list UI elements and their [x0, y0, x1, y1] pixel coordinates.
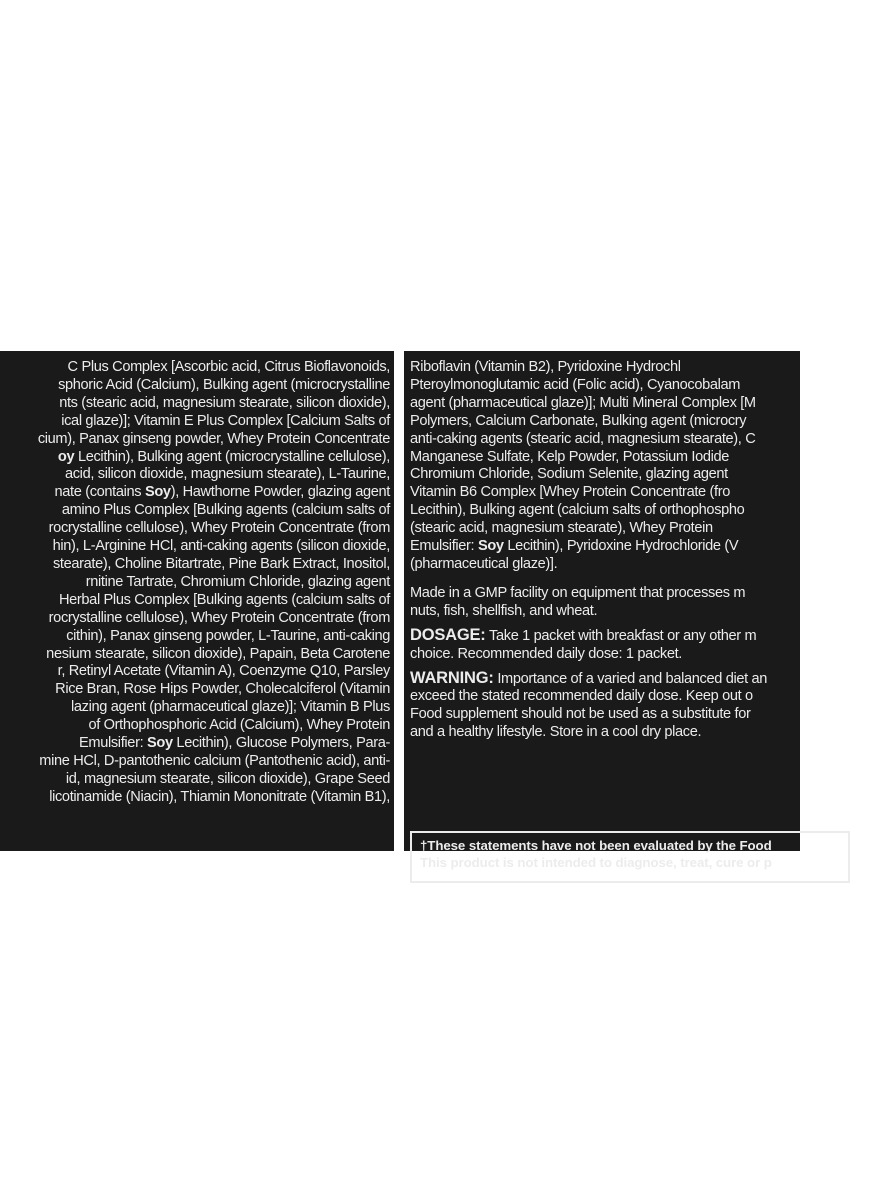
ingredient-text: Chromium Chloride, Sodium Selenite, glazing agent [410, 466, 728, 483]
ingredient-line [410, 395, 870, 413]
dosage-text: Take 1 packet with breakfast or any other m [485, 627, 757, 644]
ingredient-line [0, 735, 390, 753]
ingredient-line [410, 449, 870, 467]
ingredient-text: Vitamin B6 Complex [Whey Protein Concentrate (fro [410, 484, 731, 501]
ingredient-text: id, magnesium stearate, silicon dioxide), Grape Seed [65, 770, 390, 787]
ingredient-text: Herbal Plus Complex [Bulking agents (calcium salts of [58, 591, 390, 608]
ingredient-line [410, 431, 870, 449]
ingredient-text: Polymers, Calcium Carbonate, Bulking agent (microcry [410, 412, 747, 429]
ingredient-text: acid, silicon dioxide, magnesium stearate), L-Taurine, [64, 466, 390, 483]
ingredient-line [0, 592, 390, 610]
ingredients-continued [410, 359, 870, 574]
ingredient-line [0, 431, 390, 449]
ingredient-text: agent (pharmaceutical glaze)]; Multi Mineral Complex [M [410, 394, 756, 411]
ingredient-text: (pharmaceutical glaze)]. [410, 555, 558, 572]
ingredient-text: Manganese Sulfate, Kelp Powder, Potassium Iodide [410, 448, 730, 465]
ingredient-text: Lecithin), Glucose Polymers, Para- [172, 735, 390, 752]
ingredient-text: Emulsifier: [79, 735, 147, 752]
ingredient-line [0, 771, 390, 789]
ingredient-text: lazing agent (pharmaceutical glaze)]; Vitamin B Plus [71, 699, 390, 716]
ingredient-text: Emulsifier: [410, 538, 478, 555]
fda-disclaimer-box [410, 831, 850, 883]
dosage-section [410, 627, 870, 664]
dosage-text: choice. Recommended daily dose: 1 packet. [410, 645, 683, 662]
ingredient-line [0, 681, 390, 699]
ingredient-text: Lecithin), Pyridoxine Hydrochloride (V [503, 538, 739, 555]
warning-heading: WARNING: [410, 668, 494, 687]
ingredient-text: cium), Panax ginseng powder, Whey Protein Concentrate [37, 430, 390, 447]
ingredient-line [0, 574, 390, 592]
ingredient-line [410, 502, 870, 520]
ingredient-line [0, 359, 390, 377]
ingredient-text: r, Retinyl Acetate (Vitamin A), Coenzyme Q10, Parsley [57, 663, 390, 680]
ingredient-text: cithin), Panax ginseng powder, L-Taurine, anti-caking [66, 627, 390, 644]
facility-line: nuts, fish, shellfish, and wheat. [410, 602, 598, 619]
ingredient-line [0, 753, 390, 771]
ingredient-line [410, 520, 870, 538]
ingredient-line [410, 466, 870, 484]
ingredient-line [0, 413, 390, 431]
ingredient-text: (stearic acid, magnesium stearate), Whey Protein [410, 520, 713, 537]
ingredient-text: C Plus Complex [Ascorbic acid, Citrus Bioflavonoids, [67, 359, 390, 375]
dosage-heading: DOSAGE: [410, 625, 486, 644]
disclaimer-line: †These statements have not been evaluated by the Food [420, 838, 772, 853]
supplement-label-panel [0, 351, 800, 870]
allergen-soy: oy [57, 448, 75, 465]
facility-statement [410, 585, 870, 621]
column-divider [394, 351, 404, 851]
ingredient-line [0, 646, 390, 664]
ingredient-line [0, 717, 390, 735]
ingredient-text: nts (stearic acid, magnesium stearate, silicon dioxide), [59, 394, 390, 411]
ingredient-line [0, 538, 390, 556]
ingredient-text: anti-caking agents (stearic acid, magnesium stearate), C [410, 430, 756, 447]
ingredient-line [410, 538, 870, 556]
ingredient-text: nate (contains [54, 484, 145, 501]
warning-text: Food supplement should not be used as a substitute for [410, 706, 751, 723]
ingredient-line [0, 395, 390, 413]
ingredients-left-column [0, 359, 390, 807]
ingredient-text: rocrystalline cellulose), Whey Protein Concentrate (from [48, 520, 390, 537]
ingredient-line [0, 502, 390, 520]
ingredient-text: rnitine Tartrate, Chromium Chloride, glazing agent [85, 573, 390, 590]
ingredient-line [0, 699, 390, 717]
ingredient-text: sphoric Acid (Calcium), Bulking agent (microcrystalline [58, 376, 390, 393]
ingredient-line [410, 556, 870, 574]
ingredient-line [0, 628, 390, 646]
ingredient-text: Rice Bran, Rose Hips Powder, Cholecalciferol (Vitamin [55, 681, 390, 698]
ingredient-text: Riboflavin (Vitamin B2), Pyridoxine Hydrochl [410, 359, 681, 375]
ingredient-line [0, 663, 390, 681]
ingredient-line [410, 359, 870, 377]
ingredient-text: Pteroylmonoglutamic acid (Folic acid), Cyanocobalam [410, 376, 741, 393]
ingredient-text: rocrystalline cellulose), Whey Protein Concentrate (from [48, 609, 390, 626]
ingredient-text: ical glaze)]; Vitamin E Plus Complex [Calcium Salts of [61, 412, 390, 429]
ingredient-line [0, 377, 390, 395]
ingredient-line [0, 449, 390, 467]
ingredient-text: ), Hawthorne Powder, glazing agent [170, 484, 390, 501]
ingredient-line [0, 520, 390, 538]
ingredient-line [410, 484, 870, 502]
ingredient-line [410, 377, 870, 395]
allergen-soy: Soy [147, 735, 173, 752]
ingredient-text: mine HCl, D-pantothenic calcium (Pantothenic acid), anti- [39, 752, 390, 769]
ingredient-line [0, 610, 390, 628]
warning-section [410, 670, 870, 743]
ingredient-line [0, 466, 390, 484]
allergen-soy: Soy [477, 538, 504, 555]
ingredient-line [0, 484, 390, 502]
ingredients-right-column [410, 359, 870, 742]
facility-line: Made in a GMP facility on equipment that processes m [410, 584, 746, 601]
ingredient-text: hin), L-Arginine HCl, anti-caking agents (silicon dioxide, [52, 538, 390, 555]
ingredient-line [410, 413, 870, 431]
ingredient-text: nesium stearate, silicon dioxide), Papain, Beta Carotene [46, 645, 390, 662]
ingredient-text: of Orthophosphoric Acid (Calcium), Whey Protein [88, 717, 390, 734]
ingredient-text: Lecithin), Bulking agent (calcium salts of orthophospho [410, 502, 745, 519]
disclaimer-line: This product is not intended to diagnose, treat, cure or p [420, 854, 772, 870]
ingredient-text: stearate), Choline Bitartrate, Pine Bark Extract, Inositol, [52, 555, 390, 572]
ingredient-text: licotinamide (Niacin), Thiamin Mononitrate (Vitamin B1), [49, 788, 390, 805]
allergen-soy: Soy [144, 484, 171, 501]
warning-text: exceed the stated recommended daily dose. Keep out o [410, 688, 753, 705]
warning-text: and a healthy lifestyle. Store in a cool dry place. [410, 724, 702, 741]
warning-text: Importance of a varied and balanced diet an [493, 670, 768, 687]
ingredient-line [0, 556, 390, 574]
ingredient-text: amino Plus Complex [Bulking agents (calcium salts of [61, 502, 390, 519]
ingredient-text: Lecithin), Bulking agent (microcrystalline cellulose), [74, 448, 390, 465]
ingredient-line [0, 789, 390, 807]
